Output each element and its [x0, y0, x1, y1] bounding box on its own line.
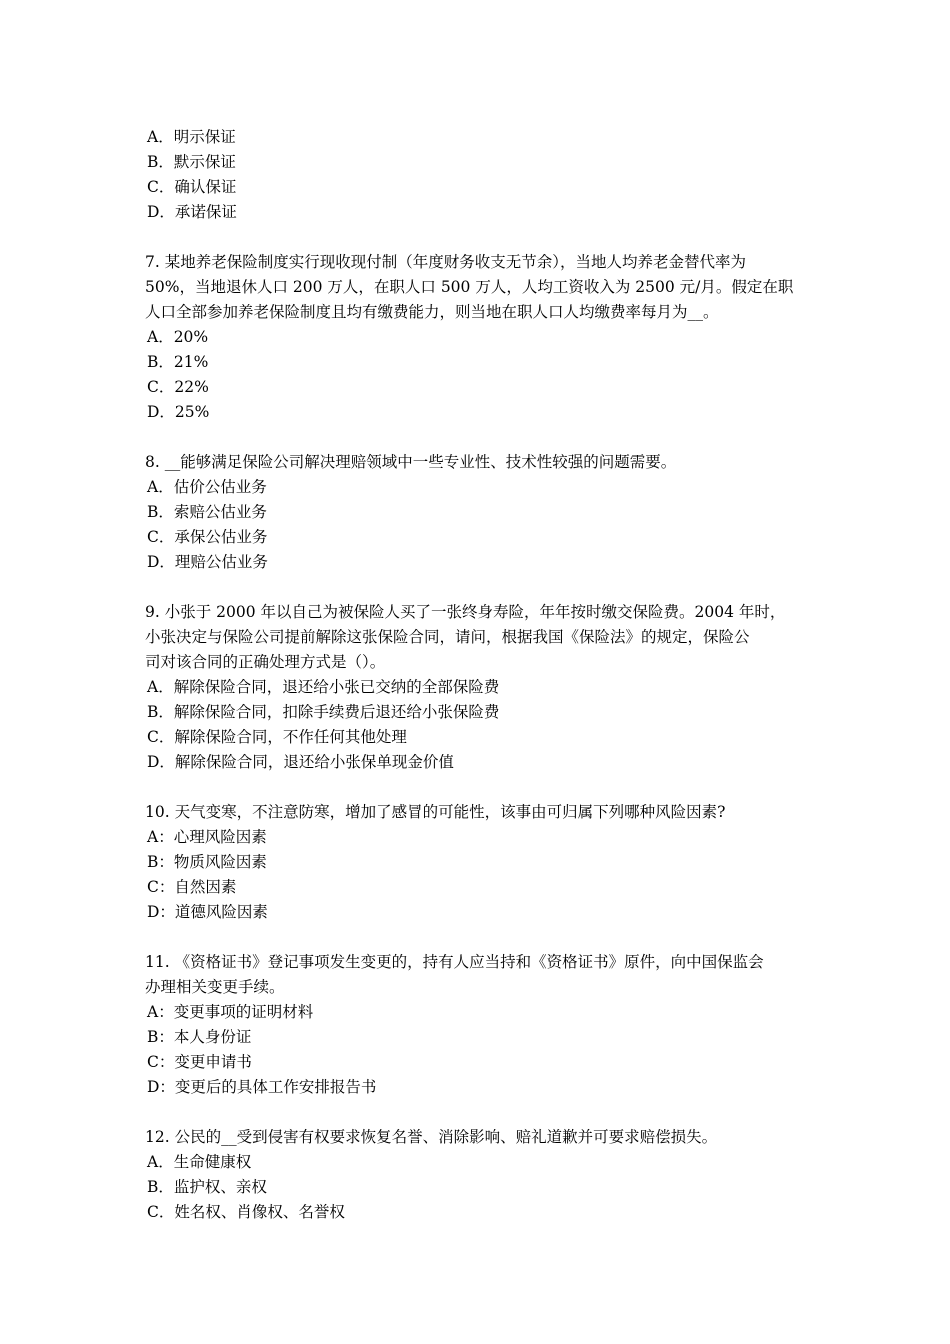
option-c: C：自然因素: [147, 878, 237, 896]
option-d: D．25%: [147, 403, 210, 421]
question-text-line: 11. 《资格证书》登记事项发生变更的，持有人应当持和《资格证书》原件，向中国保监会: [145, 953, 764, 971]
option-a: A．20%: [147, 328, 209, 346]
option-b: B：本人身份证: [147, 1028, 252, 1046]
question-12: [145, 1125, 810, 1225]
option-b: B．监护权、亲权: [147, 1178, 267, 1196]
question-text-line: 7. 某地养老保险制度实行现收现付制（年度财务收支无节余），当地人均养老金替代率为: [145, 253, 746, 271]
question-text-line: 10. 天气变寒，不注意防寒，增加了感冒的可能性，该事由可归属下列哪种风险因素?: [145, 803, 726, 821]
option-b: B．索赔公估业务: [147, 503, 267, 521]
option-c: C．解除保险合同，不作任何其他处理: [147, 728, 407, 746]
option-d: D．解除保险合同，退还给小张保单现金价值: [147, 753, 454, 771]
question-text-line: 司对该合同的正确处理方式是（）。: [145, 653, 386, 671]
option-a: A：心理风险因素: [147, 828, 267, 846]
option-d: D．承诺保证: [147, 203, 237, 221]
question-text-line: 50%，当地退休人口 200 万人，在职人口 500 万人，人均工资收入为 2500 元/月。假定在职: [145, 278, 794, 296]
option-b: B．默示保证: [147, 153, 236, 171]
question-text-line: 人口全部参加养老保险制度且均有缴费能力，则当地在职人口人均缴费率每月为__。: [145, 303, 719, 321]
question-text-line: 小张决定与保险公司提前解除这张保险合同，请问，根据我国《保险法》的规定，保险公: [145, 628, 750, 646]
question-10: [145, 800, 810, 925]
question-text-line: 9. 小张于 2000 年以自己为被保险人买了一张终身寿险，年年按时缴交保险费。2004 年时，: [145, 603, 786, 621]
question-11: [145, 950, 810, 1100]
question-text-line: 8. __能够满足保险公司解决理赔领域中一些专业性、技术性较强的问题需要。: [145, 453, 677, 471]
question-6-options: [145, 125, 810, 225]
question-text-line: 12. 公民的__受到侵害有权要求恢复名誉、消除影响、赔礼道歉并可要求赔偿损失。: [145, 1128, 718, 1146]
option-a: A．明示保证: [147, 128, 236, 146]
option-a: A：变更事项的证明材料: [147, 1003, 314, 1021]
option-b: B．21%: [147, 353, 209, 371]
option-d: D：道德风险因素: [147, 903, 268, 921]
option-c: C：变更申请书: [147, 1053, 252, 1071]
option-a: A．生命健康权: [147, 1153, 252, 1171]
option-a: A．解除保险合同，退还给小张已交纳的全部保险费: [147, 678, 500, 696]
option-b: B．解除保险合同，扣除手续费后退还给小张保险费: [147, 703, 500, 721]
option-d: D：变更后的具体工作安排报告书: [147, 1078, 377, 1096]
question-8: [145, 450, 810, 575]
option-a: A．估价公估业务: [147, 478, 267, 496]
question-7: [145, 250, 810, 425]
question-text-line: 办理相关变更手续。: [145, 978, 285, 996]
option-c: C．确认保证: [147, 178, 237, 196]
option-c: C．承保公估业务: [147, 528, 268, 546]
option-d: D．理赔公估业务: [147, 553, 268, 571]
question-9: [145, 600, 810, 775]
option-c: C．22%: [147, 378, 209, 396]
option-b: B：物质风险因素: [147, 853, 267, 871]
question-list: [145, 125, 810, 1225]
option-c: C．姓名权、肖像权、名誉权: [147, 1203, 345, 1221]
